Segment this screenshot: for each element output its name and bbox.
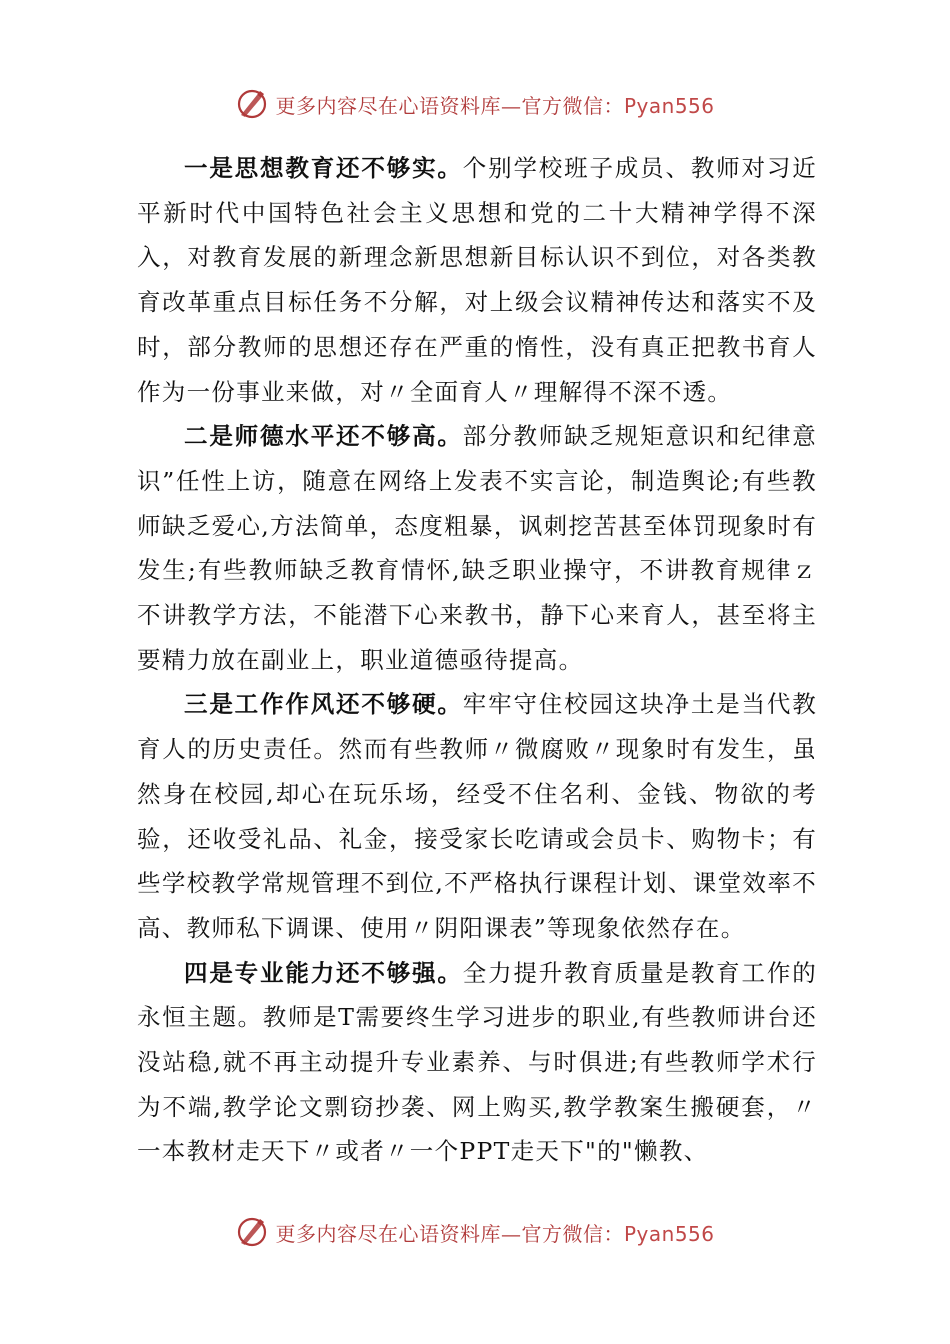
paragraph-4-heading: 四是专业能力还不够强。	[184, 958, 463, 987]
paragraph-3-text: 牢牢守住校园这块净土是当代教育人的历史责任。然而有些教师〃微腐败〃现象时有发生，虽然身在校园,却心在玩乐场，经受不住名利、金钱、物欲的考验，还收受礼品、礼金，接受家长吃请或会员卡、购物卡；有些学校教学常规管理不到位,不严格执行课程计划、课堂效率不高、教师私下调课、使用〃阴阳课表”等现象依然存在。	[137, 690, 817, 942]
pen-logo-icon	[235, 1215, 269, 1249]
paragraph-3	[137, 682, 817, 950]
watermark-text: 更多内容尽在心语资料库—官方微信：Pyan556	[275, 93, 715, 118]
footer-watermark	[0, 1212, 950, 1252]
paragraph-2-heading: 二是师德水平还不够高。	[184, 422, 463, 451]
paragraph-3-heading: 三是工作作风还不够硬。	[184, 690, 463, 719]
watermark-text: 更多内容尽在心语资料库—官方微信：Pyan556	[275, 1221, 715, 1246]
header-watermark	[0, 84, 950, 124]
paragraph-4-text: 全力提升教育质量是教育工作的永恒主题。教师是T需要终生学习进步的职业,有些教师讲台还没站稳,就不再主动提升专业素养、与时俱进;有些教师学术行为不端,教学论文剽窃抄袭、网上购买,教学教案生搬硬套，〃一本教材走天下〃或者〃一个PPT走天下"的"懒教、	[137, 958, 817, 1166]
document-body	[137, 146, 817, 1174]
pen-logo-icon	[235, 87, 269, 121]
paragraph-1-heading: 一是思想教育还不够实。	[184, 154, 463, 182]
paragraph-1-text: 个别学校班子成员、教师对习近平新时代中国特色社会主义思想和党的二十大精神学得不深入，对教育发展的新理念新思想新目标认识不到位，对各类教育改革重点目标任务不分解，对上级会议精神传达和落实不及时，部分教师的思想还存在严重的惰性，没有真正把教书育人作为一份事业来做，对〃全面育人〃理解得不深不透。	[137, 154, 817, 406]
watermark-wechat-id: Pyan556	[623, 93, 715, 118]
paragraph-4	[137, 951, 817, 1175]
paragraph-2	[137, 414, 817, 682]
paragraph-1	[137, 146, 817, 414]
watermark-wechat-id: Pyan556	[623, 1221, 715, 1246]
paragraph-2-text: 部分教师缺乏规矩意识和纪律意识”任性上访，随意在网络上发表不实言论，制造舆论;有些教师缺乏爱心,方法简单，态度粗暴，讽刺挖苦甚至体罚现象时有发生;有些教师缺乏教育情怀,缺乏职业操守，不讲教育规律ｚ不讲教学方法，不能潜下心来教书，静下心来育人，甚至将主要精力放在副业上，职业道德亟待提高。	[137, 422, 817, 674]
